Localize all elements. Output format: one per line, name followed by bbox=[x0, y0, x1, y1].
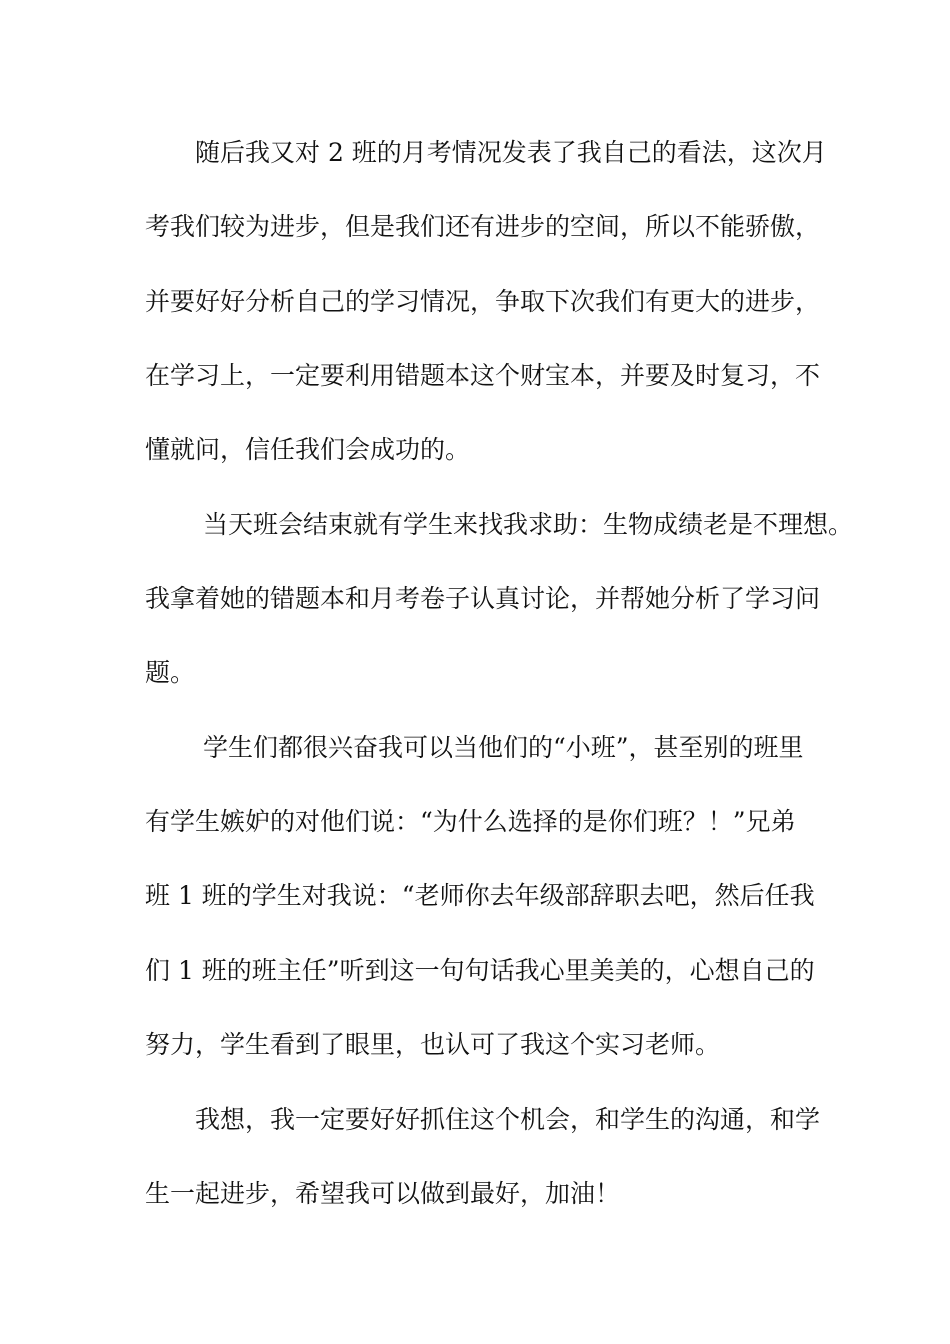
text-line: 班 1 班的学生对我说：“老师你去年级部辞职去吧，然后任我 bbox=[145, 881, 815, 910]
text-line: 考我们较为进步，但是我们还有进步的空间，所以不能骄傲， bbox=[145, 212, 821, 241]
text-line: 努力，学生看到了眼里，也认可了我这个实习老师。 bbox=[145, 1030, 721, 1059]
text-line: 我拿着她的错题本和月考卷子认真讨论，并帮她分析了学习问 bbox=[145, 584, 821, 613]
text-line: 我想，我一定要好好抓住这个机会，和学生的沟通，和学 bbox=[145, 1105, 821, 1134]
text-line: 随后我又对 2 班的月考情况发表了我自己的看法，这次月 bbox=[145, 138, 827, 167]
text-line: 懂就问，信任我们会成功的。 bbox=[145, 435, 471, 464]
text-line: 在学习上，一定要利用错题本这个财宝本，并要及时复习，不 bbox=[145, 361, 821, 390]
text-line: 并要好好分析自己的学习情况，争取下次我们有更大的进步， bbox=[145, 287, 821, 316]
text-line: 生一起进步，希望我可以做到最好，加油！ bbox=[145, 1179, 621, 1208]
text-line: 学生们都很兴奋我可以当他们的“小班”，甚至别的班里 bbox=[145, 733, 804, 762]
text-line: 当天班会结束就有学生来找我求助：生物成绩老是不理想。 bbox=[145, 510, 853, 539]
text-line: 题。 bbox=[145, 658, 196, 687]
text-line: 有学生嫉妒的对他们说：“为什么选择的是你们班？！”兄弟 bbox=[145, 807, 796, 836]
text-line: 们 1 班的班主任”听到这一句句话我心里美美的，心想自己的 bbox=[145, 956, 815, 985]
